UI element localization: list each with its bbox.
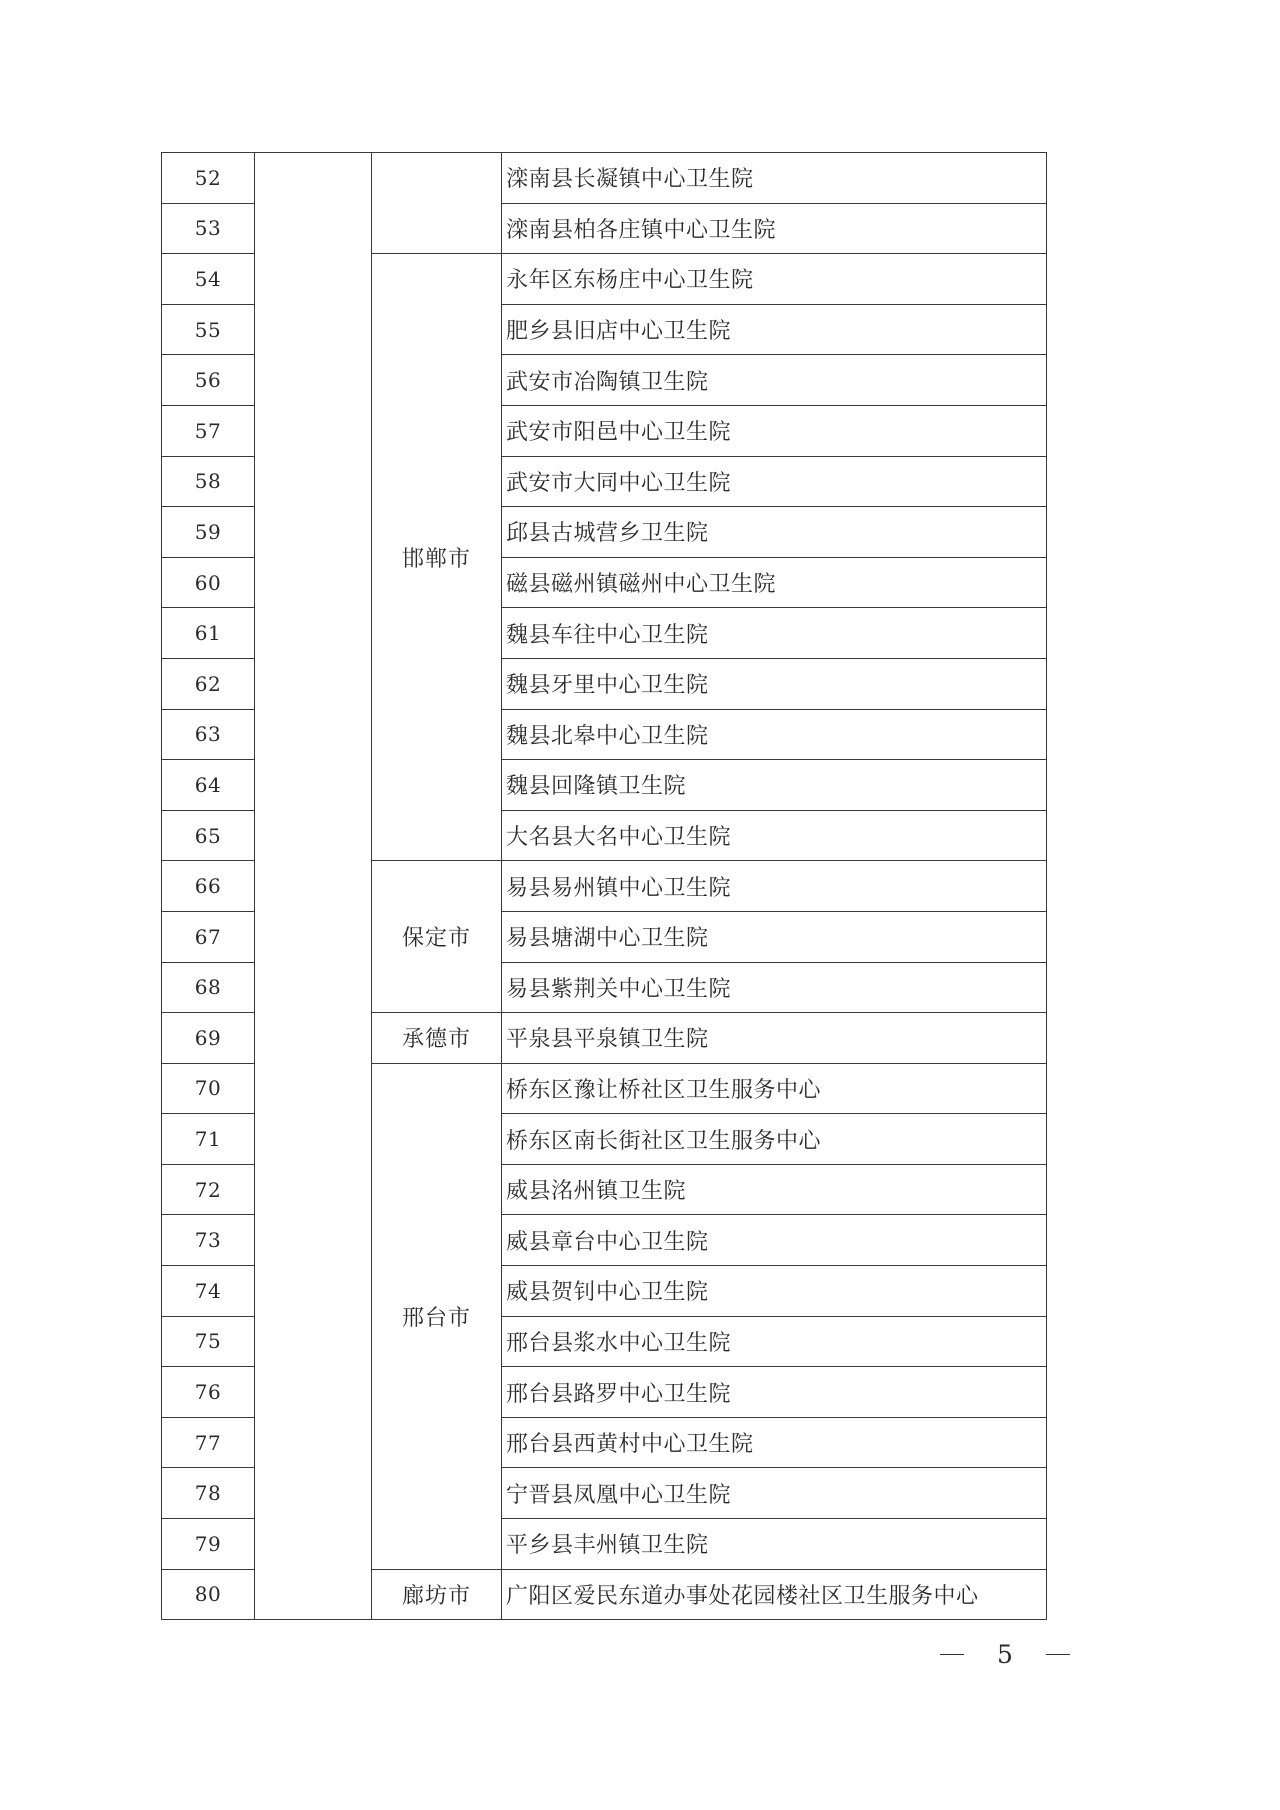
institution-name-cell: 威县贺钊中心卫生院 [502,1266,1047,1317]
institution-name-cell: 魏县北皋中心卫生院 [502,709,1047,760]
row-number-cell: 75 [162,1316,255,1367]
city-cell: 保定市 [372,861,502,1013]
institution-name-cell: 武安市阳邑中心卫生院 [502,405,1047,456]
institution-name-cell: 威县洺州镇卫生院 [502,1164,1047,1215]
institution-name-cell: 邱县古城营乡卫生院 [502,507,1047,558]
institution-name-cell: 邢台县浆水中心卫生院 [502,1316,1047,1367]
institution-name-cell: 肥乡县旧店中心卫生院 [502,304,1047,355]
institution-name-cell: 魏县车往中心卫生院 [502,608,1047,659]
row-number-cell: 77 [162,1417,255,1468]
institution-name-cell: 魏县回隆镇卫生院 [502,760,1047,811]
institution-name-cell: 滦南县长凝镇中心卫生院 [502,153,1047,204]
row-number-cell: 65 [162,810,255,861]
row-number-cell: 52 [162,153,255,204]
institution-name-cell: 易县塘湖中心卫生院 [502,911,1047,962]
institution-name-cell: 邢台县西黄村中心卫生院 [502,1417,1047,1468]
row-number-cell: 53 [162,203,255,254]
row-number-cell: 61 [162,608,255,659]
row-number-cell: 76 [162,1367,255,1418]
row-number-cell: 54 [162,254,255,305]
row-number-cell: 66 [162,861,255,912]
row-number-cell: 64 [162,760,255,811]
city-cell: 廊坊市 [372,1569,502,1620]
row-number-cell: 63 [162,709,255,760]
row-number-cell: 55 [162,304,255,355]
table-body [162,153,1047,1620]
institution-name-cell: 滦南县柏各庄镇中心卫生院 [502,203,1047,254]
row-number-cell: 69 [162,1013,255,1064]
institution-name-cell: 威县章台中心卫生院 [502,1215,1047,1266]
row-number-cell: 60 [162,557,255,608]
footer-dash-right [1046,1654,1070,1655]
institution-name-cell: 武安市冶陶镇卫生院 [502,355,1047,406]
institution-name-cell: 桥东区南长街社区卫生服务中心 [502,1114,1047,1165]
institution-name-cell: 平泉县平泉镇卫生院 [502,1013,1047,1064]
institution-name-cell: 武安市大同中心卫生院 [502,456,1047,507]
row-number-cell: 68 [162,962,255,1013]
row-number-cell: 67 [162,911,255,962]
institution-name-cell: 平乡县丰州镇卫生院 [502,1519,1047,1570]
row-number-cell: 73 [162,1215,255,1266]
province-cell [255,153,372,1620]
page-number: 5 [997,1639,1013,1669]
table-row [162,153,1047,204]
row-number-cell: 70 [162,1063,255,1114]
row-number-cell: 57 [162,405,255,456]
city-cell: 邢台市 [372,1063,502,1569]
institution-name-cell: 邢台县路罗中心卫生院 [502,1367,1047,1418]
institution-name-cell: 磁县磁州镇磁州中心卫生院 [502,557,1047,608]
city-cell [372,153,502,254]
row-number-cell: 79 [162,1519,255,1570]
row-number-cell: 80 [162,1569,255,1620]
institution-name-cell: 永年区东杨庄中心卫生院 [502,254,1047,305]
row-number-cell: 59 [162,507,255,558]
institution-name-cell: 广阳区爱民东道办事处花园楼社区卫生服务中心 [502,1569,1047,1620]
row-number-cell: 78 [162,1468,255,1519]
institution-name-cell: 大名县大名中心卫生院 [502,810,1047,861]
row-number-cell: 56 [162,355,255,406]
institution-name-cell: 易县易州镇中心卫生院 [502,861,1047,912]
institution-name-cell: 桥东区豫让桥社区卫生服务中心 [502,1063,1047,1114]
row-number-cell: 71 [162,1114,255,1165]
city-cell: 邯郸市 [372,254,502,861]
row-number-cell: 58 [162,456,255,507]
institution-name-cell: 易县紫荆关中心卫生院 [502,962,1047,1013]
institution-table [161,152,1047,1620]
row-number-cell: 62 [162,658,255,709]
institution-name-cell: 宁晋县凤凰中心卫生院 [502,1468,1047,1519]
row-number-cell: 74 [162,1266,255,1317]
institution-name-cell: 魏县牙里中心卫生院 [502,658,1047,709]
row-number-cell: 72 [162,1164,255,1215]
city-cell: 承德市 [372,1013,502,1064]
page-footer [940,1636,1070,1672]
footer-dash-left [940,1654,964,1655]
